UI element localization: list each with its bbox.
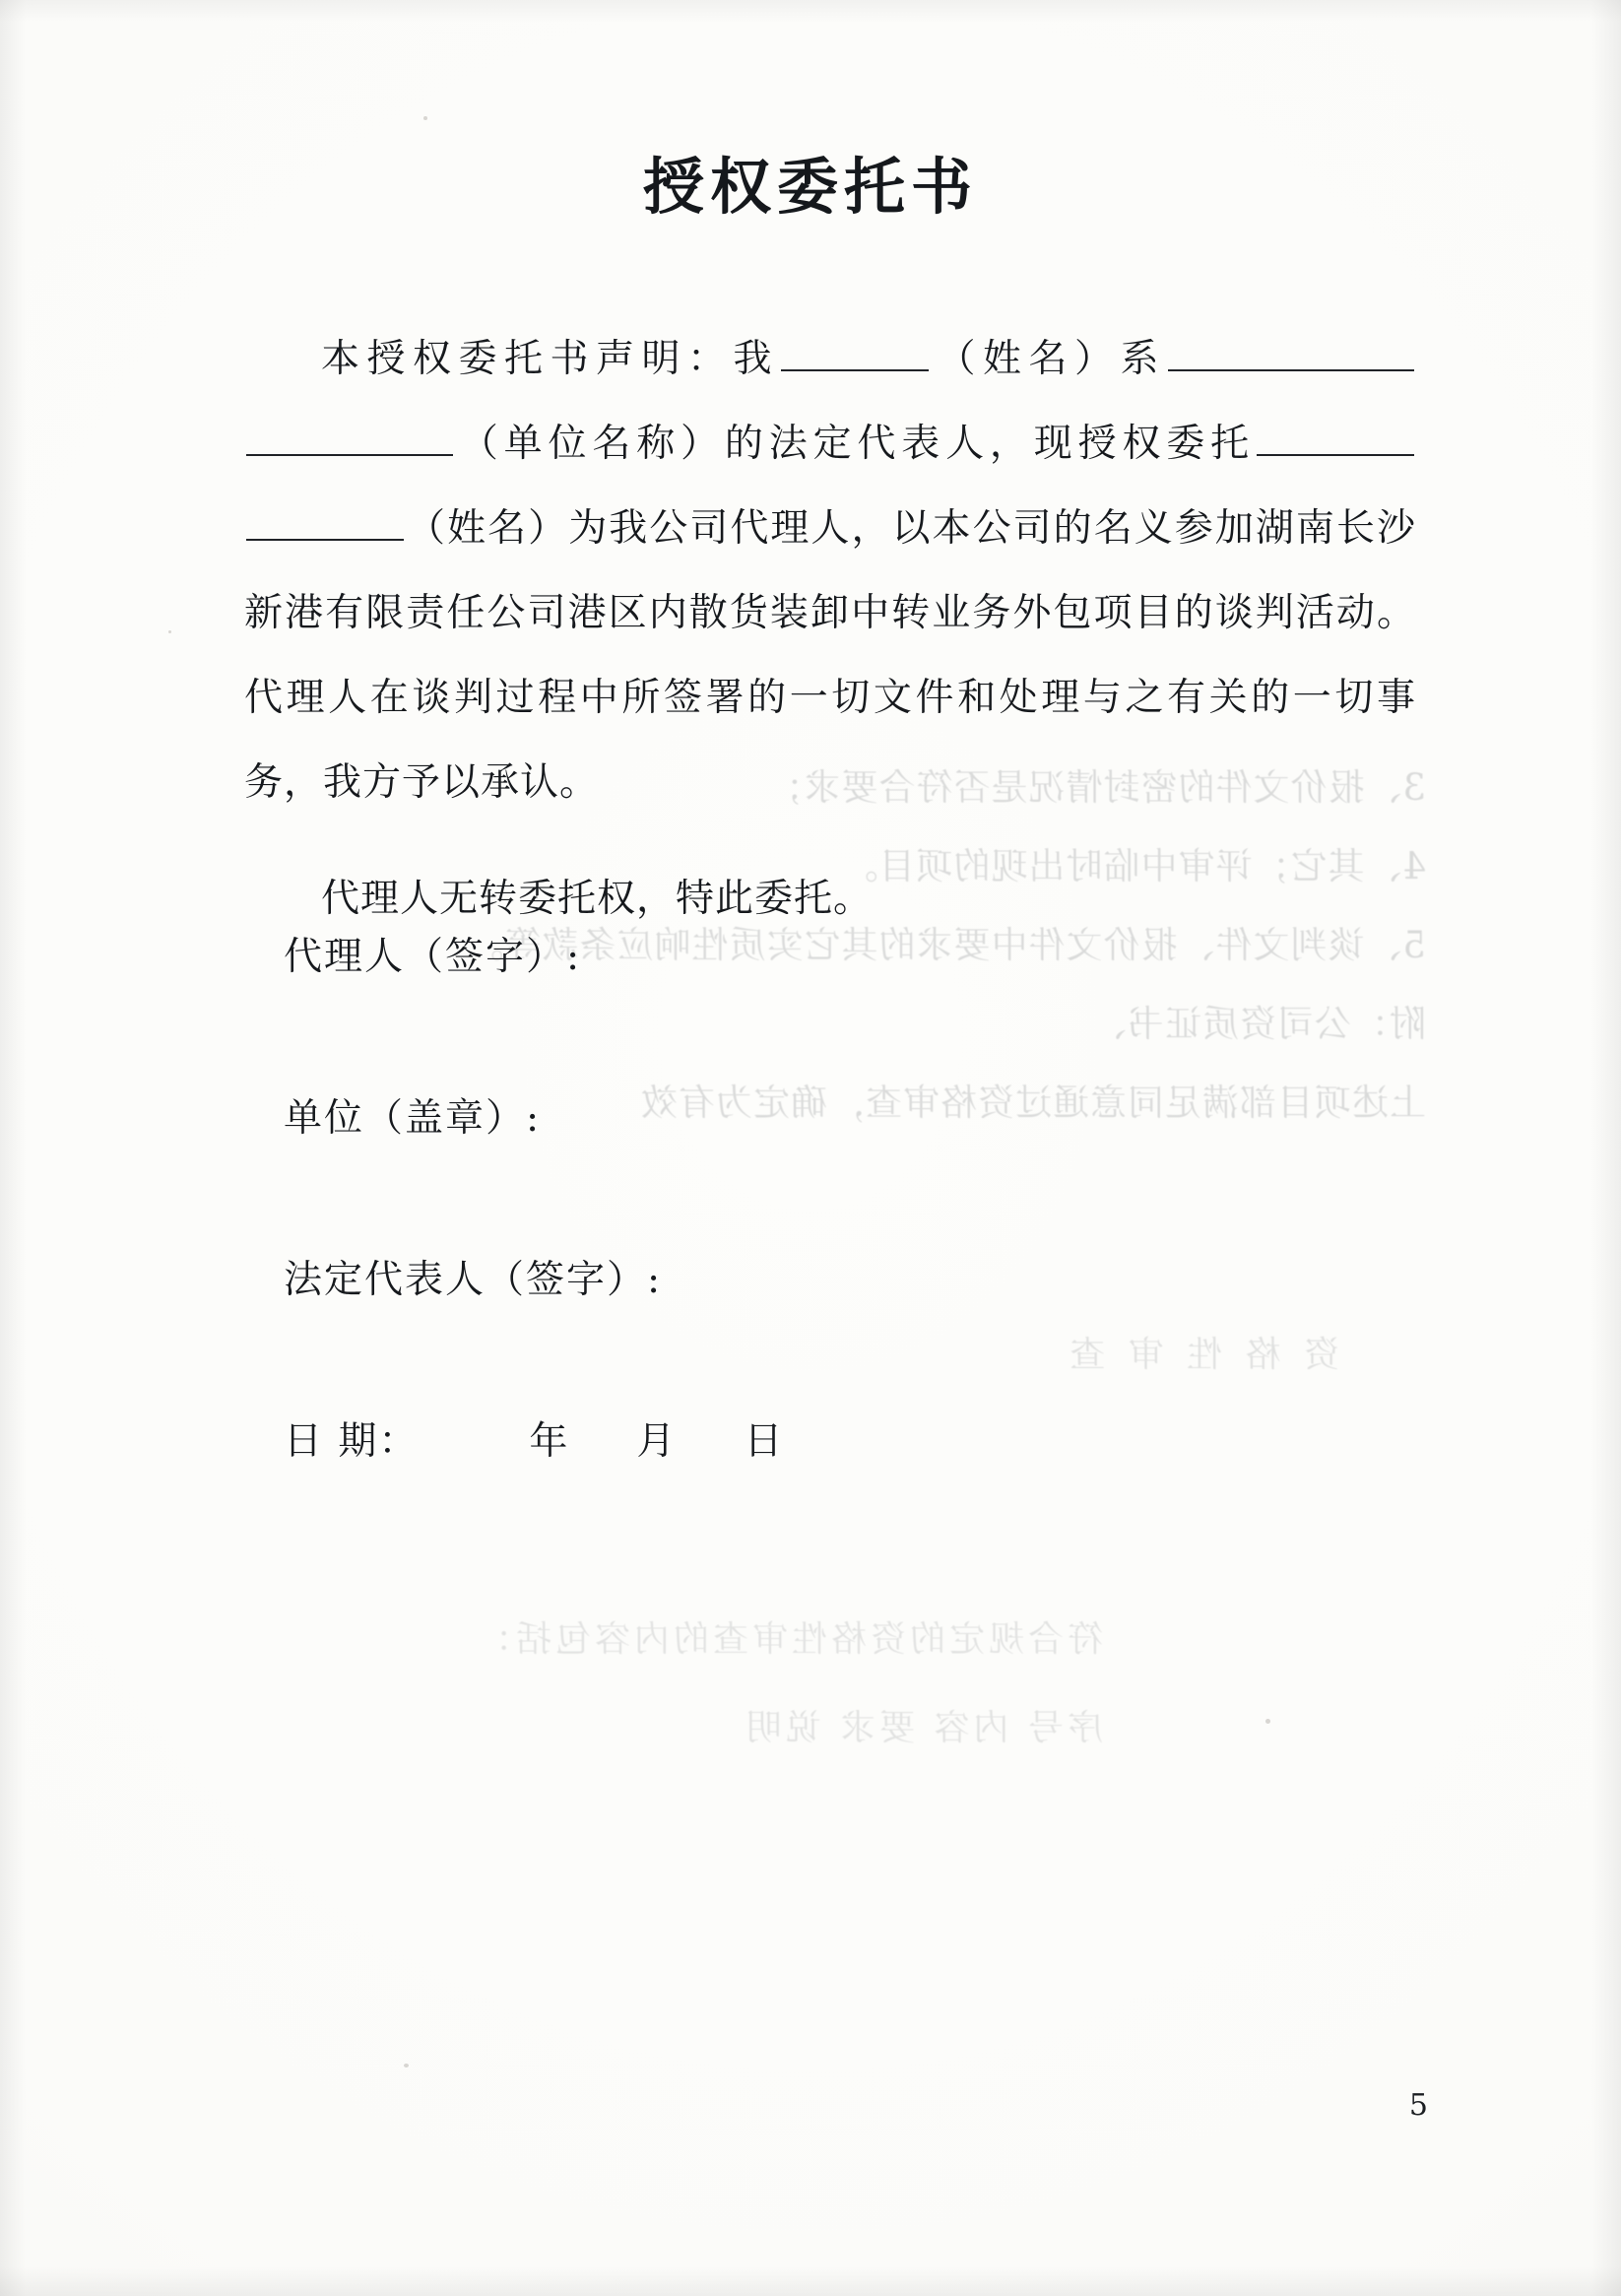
page-title: 授权委托书 [642, 151, 978, 223]
paragraph-1-segment-4: （姓名）为我公司代理人，以本公司的名义参加湖南长沙新港有限责任公司港区内散货装卸中转业务外包项目的谈判活动。代理人在谈判过程中所签署的一切文件和处理与之有关的一切事务，我方予以承认。 [244, 506, 1416, 805]
agent-signature-label: 代理人（签字）: [284, 935, 582, 979]
show-through-line: 序号 内容 要求 说明 [742, 1708, 1103, 1748]
show-through-line: 4、其它；评审中临时出现的项目。 [840, 845, 1426, 887]
body-text [244, 317, 1416, 942]
show-through-line: 符合规定的资格性审查的内容包括： [472, 1619, 1103, 1660]
date-label: 日 期： [284, 1419, 420, 1464]
paragraph-1-segment-1: 本授权委托书声明：我 [321, 337, 779, 381]
entrust-blank-field-2[interactable] [246, 503, 404, 541]
unit-blank-field-1[interactable] [1168, 334, 1414, 371]
show-through-line: 附：公司资质证书、 [1089, 1003, 1426, 1045]
date-year-label: 年 [529, 1419, 570, 1464]
paragraph-1 [244, 317, 1416, 825]
paragraph-1-segment-2: （姓名）系 [930, 337, 1166, 381]
paragraph-2: 代理人无转委托权，特此委托。 [321, 877, 874, 921]
show-through-line: 3、报价文件的密封情况是否符合要求； [765, 766, 1426, 809]
date-month-label: 月 [636, 1419, 678, 1464]
unit-blank-field-2[interactable] [246, 419, 453, 456]
show-through-line: 资 格 性 审 查 [1064, 1335, 1339, 1375]
date-field [284, 1410, 1367, 1466]
name-blank-field-1[interactable] [781, 334, 929, 371]
signature-block [284, 926, 1367, 1466]
legal-rep-signature-label: 法定代表人（签字）: [284, 1258, 663, 1302]
page-number: 5 [1408, 2088, 1428, 2123]
paragraph-1-segment-3: （单位名称）的法定代表人，现授权委托 [455, 422, 1255, 466]
show-through-line: 5、谈判文件、报价文件中要求的其它实质性响应条款等。 [466, 924, 1426, 966]
show-through-line: 上述项目部满足同意通过资格审查，确定为有效 [640, 1082, 1426, 1124]
unit-seal-label: 单位（盖章）: [284, 1096, 542, 1141]
entrust-blank-field-1[interactable] [1257, 419, 1414, 456]
date-day-label: 日 [744, 1419, 785, 1464]
